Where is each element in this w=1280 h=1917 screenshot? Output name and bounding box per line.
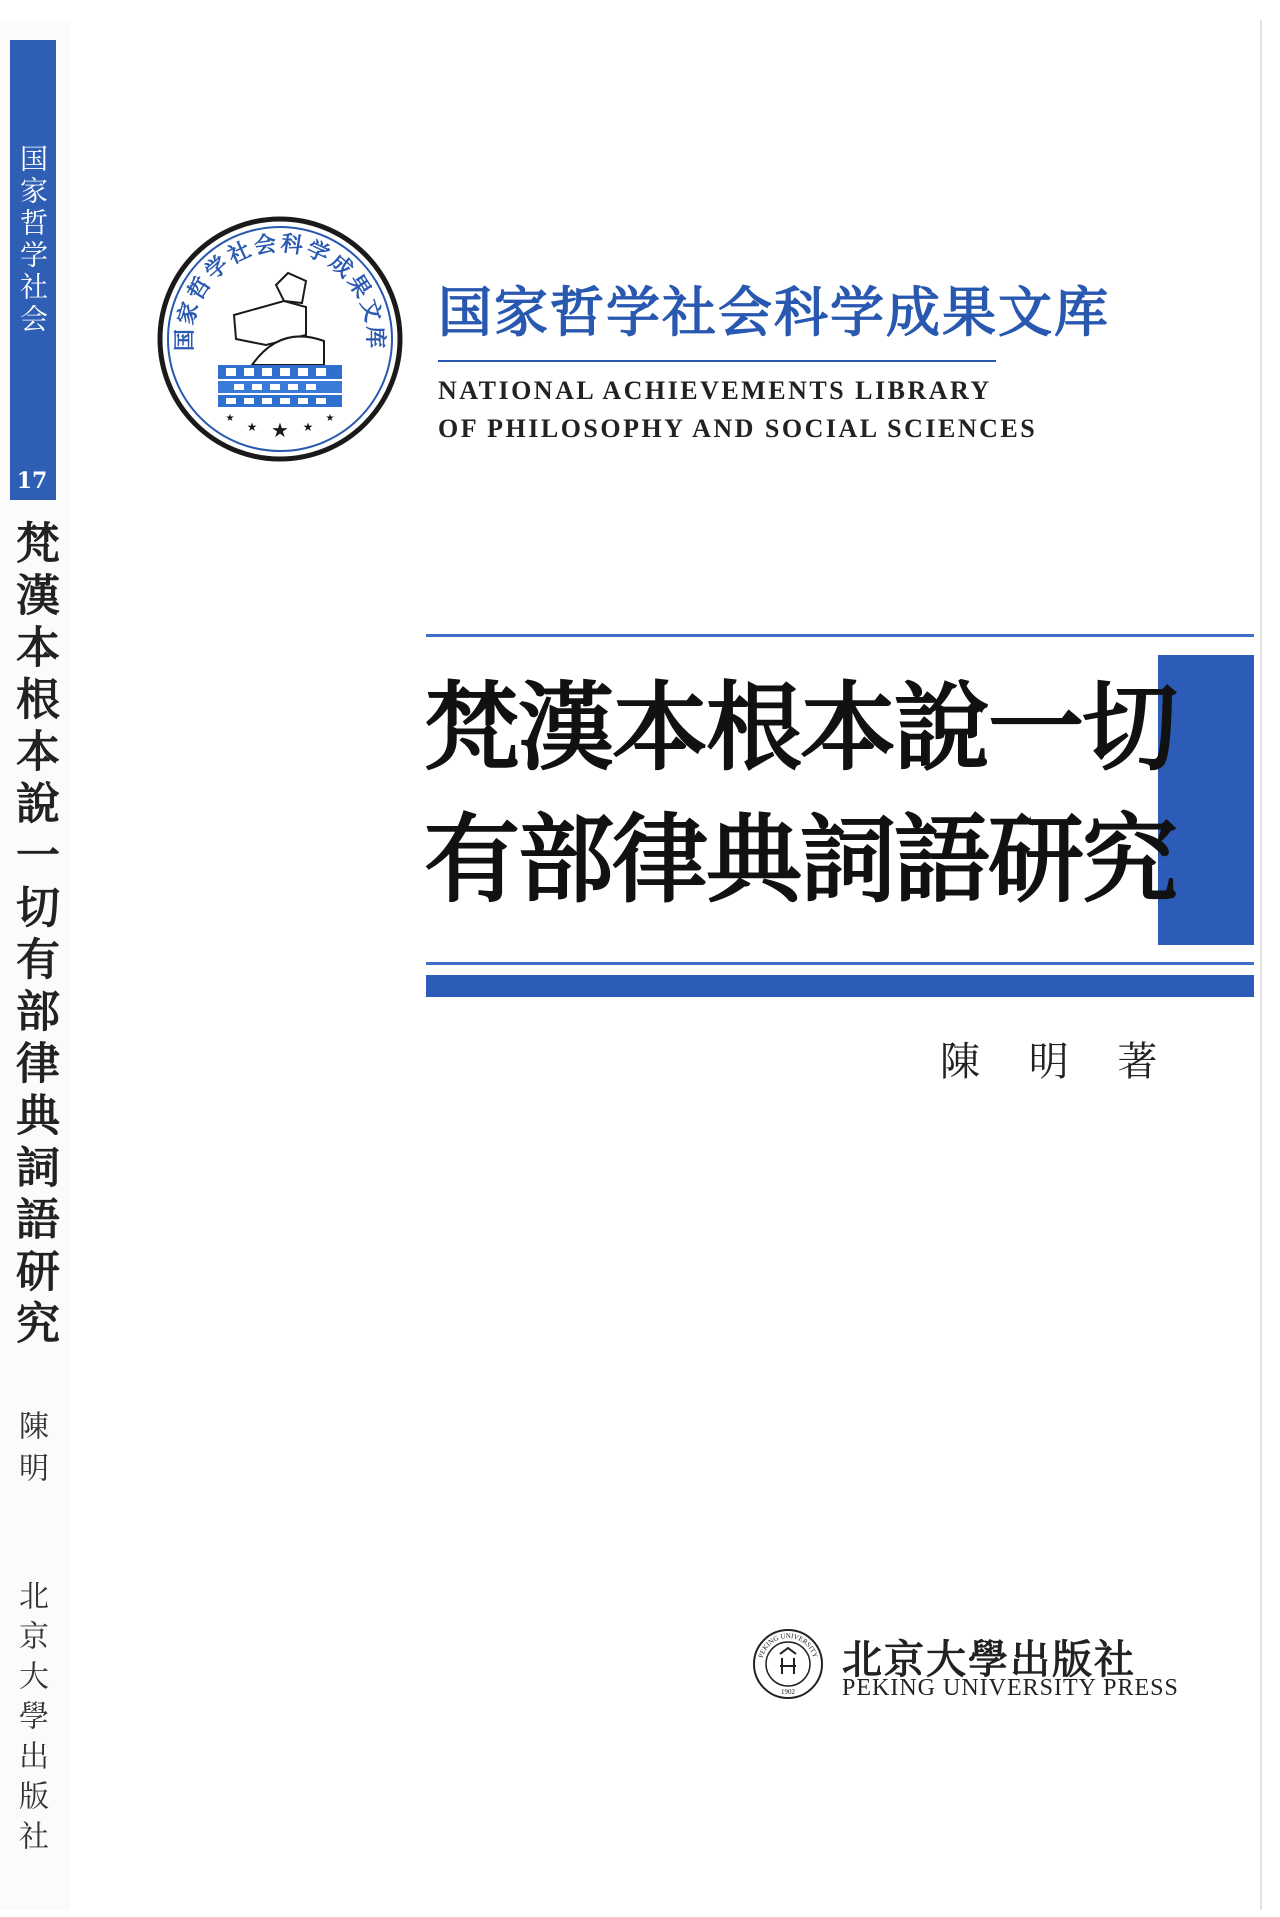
publisher-name-chinese: 北京大學出版社 [842,1636,1136,1683]
svg-text:★: ★ [225,413,235,424]
series-divider [438,360,996,362]
svg-text:★: ★ [325,413,335,424]
spine-publisher: 北京大學出版社 [13,1580,48,1860]
book-author: 陳 明 著 [940,1039,1176,1085]
emblem-ring-text: 国家哲学社会科学成果文库 [172,231,388,352]
svg-text:★: ★ [271,418,289,442]
svg-text:★: ★ [246,420,258,434]
publisher-seal-text: PEKING UNIVERSITY [756,1631,820,1659]
spine-volume-number: 17 [16,468,48,494]
publisher-seal-icon [752,1628,824,1700]
publisher-name-english: PEKING UNIVERSITY PRESS [842,1675,1179,1701]
series-name-english [438,372,1037,448]
series-name-english-line2: OF PHILOSOPHY AND SOCIAL SCIENCES [438,414,1038,443]
title-bottom-rule-thick [426,975,1254,997]
series-name-english-line1: NATIONAL ACHIEVEMENTS LIBRARY [438,376,992,405]
book-spine [0,20,71,1910]
title-bottom-rule-thin [426,962,1254,965]
book-title [424,662,1176,926]
publisher-seal-year: 1902 [781,1688,795,1696]
spine-title: 梵漢本根本說一切有部律典詞語研究 [8,520,59,1352]
spine-series-name: 国家哲学社会 [16,144,49,336]
book-title-line2: 有部律典詞語研究 [424,803,1176,916]
book-title-line1: 梵漢本根本說一切 [424,671,1176,784]
title-top-rule [426,634,1254,637]
series-emblem-icon [156,215,404,463]
svg-text:★: ★ [302,420,314,434]
spine-author: 陳明 [13,1410,48,1494]
series-name-chinese: 国家哲学社会科学成果文库 [438,281,1110,344]
